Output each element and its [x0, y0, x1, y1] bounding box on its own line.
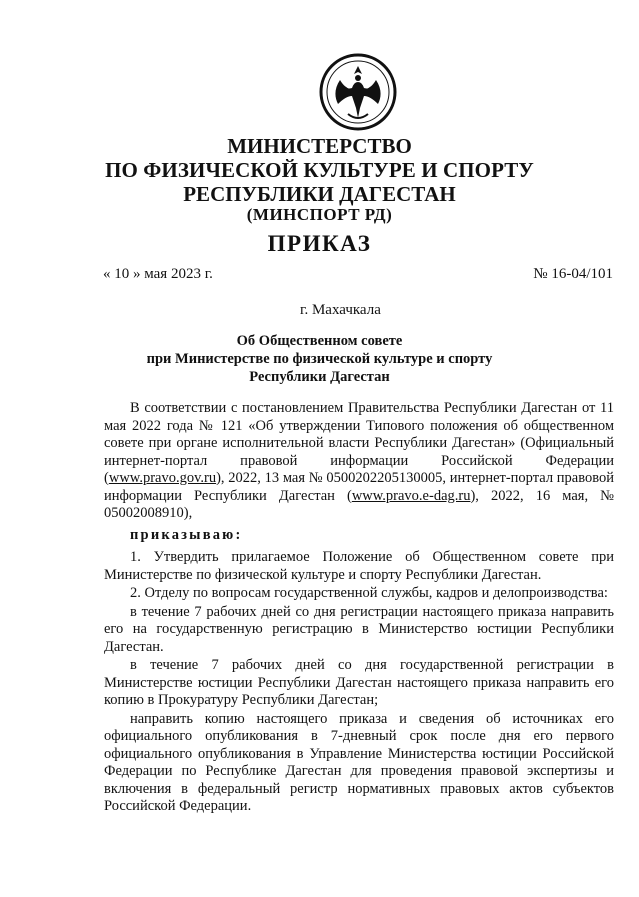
subject-line-2: при Министерстве по физической культуре и спорту [146, 351, 493, 367]
document-subject [0, 332, 639, 386]
document-date: « 10 » мая 2023 г. [103, 266, 213, 282]
subject-line-1: Об Общественном совете [236, 333, 403, 349]
item-2-subparagraph-2: в течение 7 рабочих дней со дня государственной регистрации в Министерстве юстиции Республики Дагестан настоящего приказа направить его копию в Прокуратуру Республики Дагестан; [104, 657, 614, 708]
document-body [104, 400, 614, 817]
preamble-paragraph [104, 400, 614, 523]
item-2-subparagraph-3: направить копию настоящего приказа и сведения об источниках его официального опубликования в 7-дневный срок после дня его первого официального опубликования в Управление Министерства юстиции Российской Федерации по Республике Дагестан для проведения правовой экспертизы и включения в федеральный регистр нормативных правовых актов субъектов Российской Федерации. [104, 710, 614, 814]
pravo-edag-link[interactable]: www.pravo.e-dag.ru [351, 487, 471, 504]
subject-line-3: Республики Дагестан [249, 369, 390, 385]
ministry-name-line-2: ПО ФИЗИЧЕСКОЙ КУЛЬТУРЕ И СПОРТУ [105, 158, 534, 182]
ministry-short-name: (МИНСПОРТ РД) [246, 205, 393, 224]
item-2-subparagraph-1: в течение 7 рабочих дней со дня регистрации настоящего приказа направить его на государственную регистрацию в Министерство юстиции Республики Дагестан. [104, 603, 614, 655]
document-type-title: ПРИКАЗ [267, 231, 372, 256]
preamble-text-b: ), 2022, 13 мая № 0500202205130005, интернет-портал правовой информации Республики Дагестан ( [104, 470, 614, 504]
ministry-name-line-1: МИНИСТЕРСТВО [227, 134, 412, 158]
ministry-name-line-3: РЕСПУБЛИКИ ДАГЕСТАН [183, 182, 456, 206]
item-2-paragraph: 2. Отделу по вопросам государственной службы, кадров и делопроизводства: [130, 585, 608, 601]
item-1-paragraph: 1. Утвердить прилагаемое Положение об Общественном совете при Министерстве по физической культуре и спорту Республики Дагестан. [104, 549, 614, 583]
preamble-text-a: В соответствии с постановлением Правительства Республики Дагестан от 11 мая 2022 года № 121 «Об утверждении Типового положения об общественном совете при органе исполнительной власти Республики Дагестан» (Официальный интернет-портал правовой информации Российской Федерации ( [104, 400, 614, 486]
preamble-text-c: ), 2022, 16 мая, № 05002008910), [104, 487, 614, 521]
document-number: № 16-04/101 [533, 266, 613, 282]
decree-word: приказываю: [130, 526, 243, 543]
pravo-gov-link[interactable]: www.pravo.gov.ru [108, 470, 217, 486]
document-city: г. Махачкала [300, 302, 381, 318]
coat-of-arms-emblem [318, 52, 398, 132]
